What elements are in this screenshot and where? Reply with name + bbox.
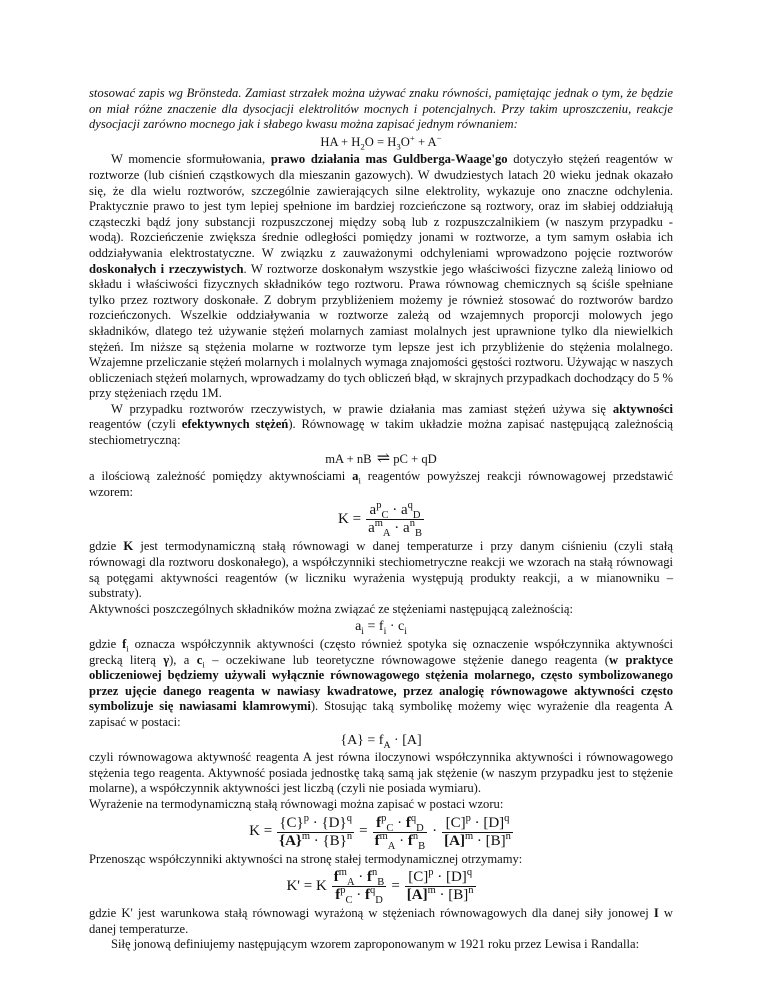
equation-activity-constant: K = $\frac{a^p_C \cdot a^q_D}{a^m_A \cdot a^n_B}$: [338, 500, 422, 540]
paragraph-5: gdzie K jest termodynamiczną stałą równowagi w danej temperaturze i przy danym ciśnieniu (czyli stałą równowagi dla roztworu doskonałego), a współczynniki stechiometryczne reakcji we wzorach na stałą równowagi są potęgami aktywności reagentów (w liczniku wyrażenia występują produkty reakcji, a w mianowniku – substraty).: [89, 539, 673, 601]
equation-conditional-constant: K' = K $\frac{f^m_A \cdot f^n_B}{f^p_C \cdot f^q_D}$ = $\frac{[C]^p \cdot [D]^q}{[A]^m \cdot [B]^n}$: [286, 867, 474, 907]
document-page: [89, 86, 673, 953]
equation-stoichiometric: mA + nB ⇌ pC + qD: [325, 449, 437, 467]
equation-activity: $a_i = f_i \cdot c_i$: [355, 619, 407, 638]
fraction-concentrations: $\frac{[C]^p \cdot [D]^q}{[A]^m \cdot [B]^n}$: [406, 867, 474, 904]
paragraph-12: Siłę jonową definiujemy następującym wzorem zaproponowanym w 1921 roku przez Lewisa i Randalla:: [111, 937, 640, 952]
fraction-coefficients: $\frac{f^p_C \cdot f^q_D}{f^m_A \cdot f^n_B}$: [374, 812, 426, 852]
paragraph-10: Przenosząc współczynniki aktywności na stronę stałej termodynamicznej otrzymamy:: [89, 851, 523, 866]
paragraph-7: gdzie $f_i$ oznacza współczynnik aktywności (często również spotyka się oznaczenie współczynnika aktywności grecką literą γ), a $c_i$ – oczekiwane lub teoretyczne równowagowe stężenie danego reagenta (w praktyce obliczeniowej będziemy używali wyłącznie równowagowego stężenia molarnego, często symbolizowanego przez ujęcie danego reagenta w nawiasy kwadratowe, przez analogię równowagowe aktywności często symbolizuje się nawiasami klamrowymi). Stosując taką symbolikę możemy więc wyrażenie dla reagenta A zapisać w postaci:: [89, 637, 674, 729]
fraction-concentrations: $\frac{[C]^p \cdot [D]^q}{[A]^m \cdot [B]^n}$: [444, 812, 511, 849]
paragraph-6: Aktywności poszczególnych składników można związać ze stężeniami następującą zależnością:: [89, 601, 573, 616]
fraction-coefficients: $\frac{f^m_A \cdot f^n_B}{f^p_C \cdot f^q_D}$: [333, 867, 385, 907]
equation-thermodynamic-constant: K = $\frac{\{C\}^p \cdot \{D\}^q}{\{A\}^m \cdot \{B\}^n}$ = $\frac{f^p_C \cdot f^q_D}{f^m_A \cdot f^n_B}$ · $\frac{[C]^p \cdot [D]^q}{[A]^m \cdot [B]^n}$: [249, 812, 511, 852]
fraction: $\frac{a^p_C \cdot a^q_D}{a^m_A \cdot a^n_B}$: [368, 500, 422, 540]
fraction-activities: $\frac{\{C\}^p \cdot \{D\}^q}{\{A\}^m \cdot \{B\}^n}$: [279, 812, 353, 849]
paragraph-11: gdzie K' jest warunkowa stałą równowagi wyrażoną w stężeniach równowagowych dla danej siły jonowej I w danej temperaturze.: [89, 906, 673, 936]
paragraph-2: W momencie sformułowania, prawo działania mas Guldberga-Waage'go dotyczyło stężeń reagentów w roztworze (lub ciśnień cząstkowych dla mieszanin gazowych). W dwudziestych latach 20 wieku jednak okazało się, że dla wielu roztworów, szczególnie zawierających silne elektrolity, wykazuje ono znaczne odchylenia. Praktycznie prawo to jest tym lepiej spełnione im bardziej rozcieńczone są roztwory, oraz im słabiej oddziałują cząsteczki bądź jony substancji rozpuszczonej między sobą lub z rozpuszczalnikiem (w naszym przypadku - wodą). Rozcieńczenie zwiększa średnie odległości pomiędzy jonami w roztworze, a tym samym osłabia ich oddziaływania elektrostatyczne. W związku z zauważonymi odchyleniami wprowadzono pojęcie roztworów doskonałych i rzeczywistych. W roztworze doskonałym wszystkie jego właściwości fizyczne zależą liniowo od składu i właściwości fizycznych składników tego roztworu. Prawa równowag chemicznych są ściśle spełniane tylko przez roztwory doskonałe. Z dobrym przybliżeniem możemy je również stosować do roztworów bardzo rozcieńczonych. Wszelkie oddziaływania w roztworze zależą od wzajemnych proporcji molowych jego składników, dlatego też używanie stężeń molarnych zamiast molalnych jest uprawnione tylko dla niewielkich stężeń. Im niższe są stężenia molarne w roztworze tym lepsze jest ich przybliżenie do stężenia molalnego. Wzajemne przeliczanie stężeń molarnych i molalnych wymaga znajomości gęstości roztworu. Używając w naszych obliczeniach stężeń molarnych, wprowadzamy do tych obliczeń błąd, w skrajnych przypadkach dochodzący do 5 % przy stężeniach rzędu 1M.: [89, 152, 673, 401]
paragraph-8: czyli równowagowa aktywność reagenta A jest równa iloczynowi współczynnika aktywności i równowagowego stężenia tego reagenta. Aktywność posiada jednostkę taką samą jak stężenie (w naszym przypadku jest to stężenie molarne), a współczynnik aktywności jest liczbą (czyli nie posiada wymiaru).: [89, 750, 673, 796]
paragraph-9: Wyrażenie na termodynamiczną stałą równowagi można zapisać w postaci wzoru:: [89, 796, 504, 811]
paragraph-1: stosować zapis wg Brönsteda. Zamiast strzałek można używać znaku równości, pamiętając jednak o tym, że będzie on miał różne znaczenie dla dysocjacji elektrolitów mocnych i potencjalnych. Przy takim uproszczeniu, reakcje dysocjacji zarówno mocnego jak i słabego kwasu można zapisać jednym równaniem:: [89, 86, 673, 132]
equation-activity-a: $\{A\} = f_A \cdot [A]$: [340, 732, 422, 751]
paragraph-3: W przypadku roztworów rzeczywistych, w prawie działania mas zamiast stężeń używa się aktywności reagentów (czyli efektywnych stężeń). Równowagę w takim układzie można zapisać następującą zależnością stechiometryczną:: [89, 401, 673, 448]
equation-dissociation: HA + $H_2O = H_3O^+ + A^-$: [320, 132, 442, 152]
equilibrium-arrow-icon: ⇌: [374, 449, 391, 467]
paragraph-4: a ilościową zależność pomiędzy aktywnościami $a_i$ reagentów powyższej reakcji równowagowej przedstawić wzorem:: [89, 469, 673, 499]
